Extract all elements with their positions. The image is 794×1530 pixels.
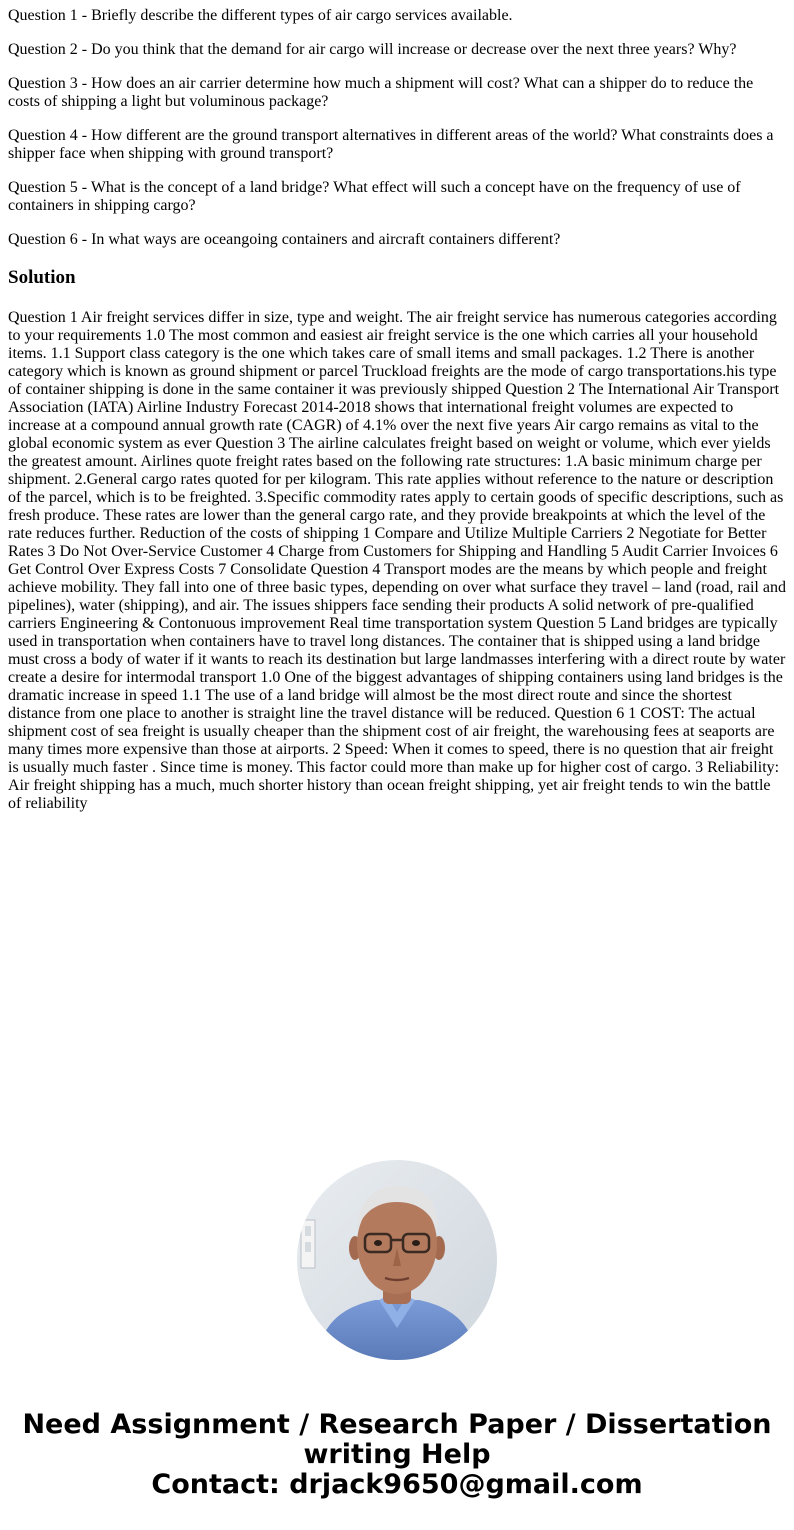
question-1: Question 1 - Briefly describe the different types of air cargo services available. <box>8 7 513 24</box>
contact-banner <box>0 1410 794 1500</box>
author-avatar <box>297 1160 497 1360</box>
question-5: Question 5 - What is the concept of a land bridge? What effect will such a concept have on the frequency of use of containers in shipping cargo? <box>8 179 741 214</box>
question-6: Question 6 - In what ways are oceangoing containers and aircraft containers different? <box>8 231 561 248</box>
question-4: Question 4 - How different are the ground transport alternatives in different areas of the world? What constraints does a shipper face when shipping with ground transport? <box>8 127 774 162</box>
banner-line-1: Need Assignment / Research Paper / Dissertation <box>22 1409 772 1440</box>
solution-heading: Solution <box>8 267 76 288</box>
question-2: Question 2 - Do you think that the demand for air cargo will increase or decrease over the next three years? Why? <box>8 41 737 58</box>
page-content <box>0 7 794 813</box>
question-3: Question 3 - How does an air carrier determine how much a shipment will cost? What can a shipper do to reduce the costs of shipping a light but voluminous package? <box>8 75 754 110</box>
banner-line-2: writing Help <box>303 1439 491 1470</box>
banner-contact-line: Contact: drjack9650@gmail.com <box>151 1469 643 1500</box>
author-portrait-image <box>297 1160 497 1360</box>
solution-text: Question 1 Air freight services differ in size, type and weight. The air freight service has numerous categories according to your requirements 1.0 The most common and easiest air freight service is the one which carries all your household items. 1.1 Support class category is the one which takes care of small items and small packages. 1.2 There is another category which is known as ground shipment or parcel Truckload freights are the mode of cargo transportations.his type of container shipping is done in the same container it was previously shipped Question 2 The International Air Transport Association (IATA) Airline Industry Forecast 2014-2018 shows that international freight volumes are expected to increase at a compound annual growth rate (CAGR) of 4.1% over the next five years Air cargo remains as vital to the global economic system as ever Question 3 The airline calculates freight based on weight or volume, which ever yields the greatest amount. Airlines quote freight rates based on the following rate structures: 1.A basic minimum charge per shipment. 2.General cargo rates quoted for per kilogram. This rate applies without reference to the nature or description of the parcel, which is to be freighted. 3.Specific commodity rates apply to certain goods of specific descriptions, such as fresh produce. These rates are lower than the general cargo rate, and they provide breakpoints at which the level of the rate reduces further. Reduction of the costs of shipping 1 Compare and Utilize Multiple Carriers 2 Negotiate for Better Rates 3 Do Not Over-Service Customer 4 Charge from Customers for Shipping and Handling 5 Audit Carrier Invoices 6 Get Control Over Express Costs 7 Consolidate Question 4 Transport modes are the means by which people and freight achieve mobility. They fall into one of three basic types, depending on over what surface they travel – land (road, rail and pipelines), water (shipping), and air. The issues shippers face sending their products A solid network of pre-qualified carriers Engineering & Contonuous improvement Real time transportation system Question 5 Land bridges are typically used in transportation when containers have to travel long distances. The container that is shipped using a land bridge must cross a body of water if it wants to reach its destination but large landmasses interfering with a direct route by water create a desire for intermodal transport 1.0 One of the biggest advantages of shipping containers using land bridges is the dramatic increase in speed 1.1 The use of a land bridge will almost be the most direct route and since the shortest distance from one place to another is straight line the travel distance will be reduced. Question 6 1 COST: The actual shipment cost of sea freight is usually cheaper than the shipment cost of air freight, the warehousing fees at seaports are many times more expensive than those at airports. 2 Speed: When it comes to speed, there is no question that air freight is usually much faster . Since time is money. This factor could more than make up for higher cost of cargo. 3 Reliability: Air freight shipping has a much, much shorter history than ocean freight shipping, yet air freight tends to win the battle of reliability <box>8 309 786 812</box>
